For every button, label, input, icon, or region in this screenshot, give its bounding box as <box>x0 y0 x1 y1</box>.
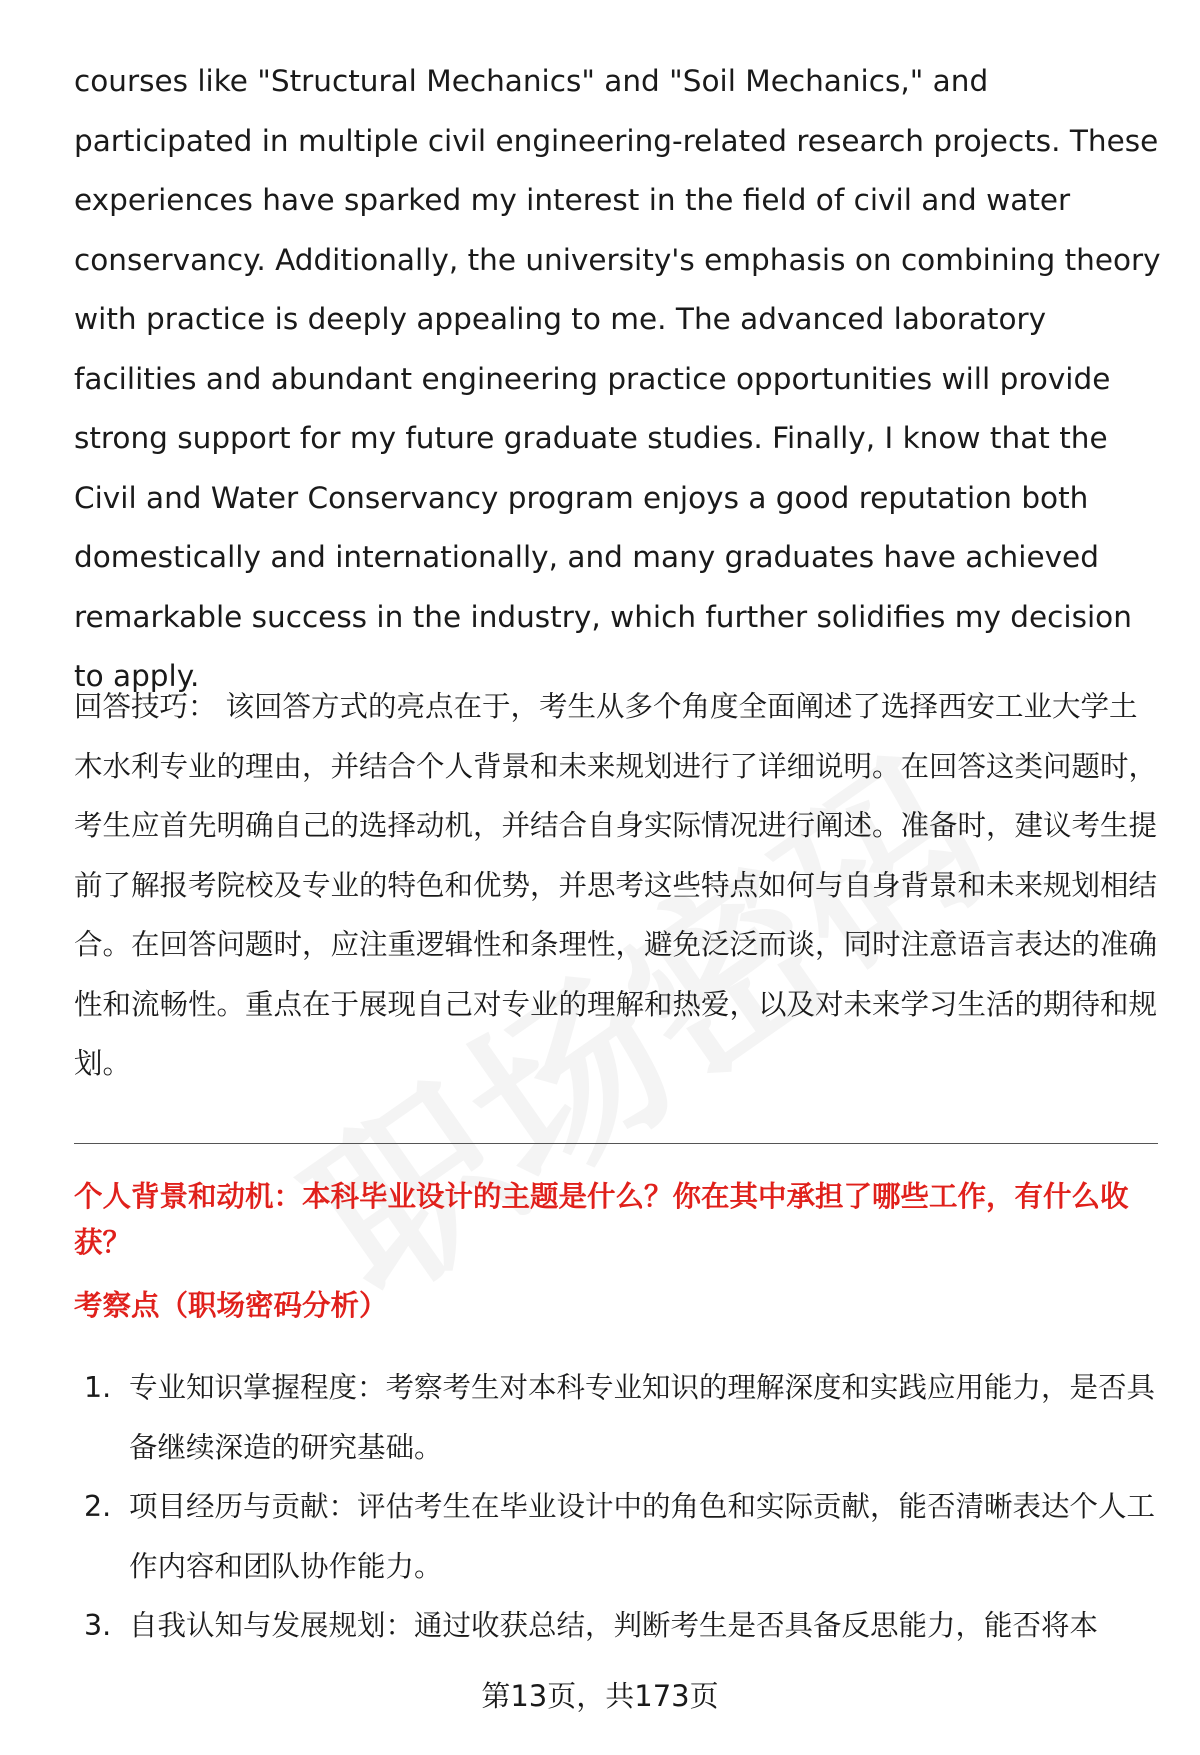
answer-tips-paragraph: 回答技巧： 该回答方式的亮点在于，考生从多个角度全面阐述了选择西安工业大学土木水利专业的理由，并结合个人背景和未来规划进行了详细说明。在回答这类问题时，考生应首先明确自己的选择动机，并结合自身实际情况进行阐述。准备时，建议考生提前了解报考院校及专业的特色和优势，并思考这些特点如何与自身背景和未来规划相结合。在回答问题时，应注重逻辑性和条理性，避免泛泛而谈，同时注意语言表达的准确性和流畅性。重点在于展现自己对专业的理解和热爱，以及对未来学习生活的期待和规划。 <box>74 690 1158 1080</box>
list-text: 项目经历与贡献：评估考生在毕业设计中的角色和实际贡献，能否清晰表达个人工作内容和团队协作能力。 <box>129 1490 1156 1583</box>
english-answer-paragraph: courses like "Structural Mechanics" and "Soil Mechanics," and participated in multiple civil engineering-related research projects. These experiences have sparked my interest in the field of civil and water conservancy. Additionally, the university's emphasis on combining theory with practice is deeply appealing to me. The advanced laboratory facilities and abundant engineering practice opportunities will provide strong support for my future graduate studies. Finally, I know that the Civil and Water Conservancy program enjoys a good reputation both domestically and internationally, and many graduates have achieved remarkable success in the industry, which further solidifies my decision to apply. <box>74 64 1161 693</box>
list-item <box>74 1477 1164 1596</box>
page-footer: 第13页，共173页 <box>481 1679 719 1713</box>
assessment-list <box>74 1358 1164 1656</box>
list-number: 3. <box>84 1609 112 1642</box>
list-number: 2. <box>84 1490 112 1523</box>
assessment-heading: 考察点（职场密码分析） <box>74 1289 388 1322</box>
question-title: 个人背景和动机：本科毕业设计的主题是什么？你在其中承担了哪些工作，有什么收获？ <box>74 1180 1129 1259</box>
list-text: 专业知识掌握程度：考察考生对本科专业知识的理解深度和实践应用能力，是否具备继续深造的研究基础。 <box>129 1371 1156 1464</box>
list-item <box>74 1596 1164 1656</box>
section-divider <box>74 1143 1158 1144</box>
list-item <box>74 1358 1164 1477</box>
list-text: 自我认知与发展规划：通过收获总结，判断考生是否具备反思能力，能否将本 <box>129 1609 1099 1642</box>
list-number: 1. <box>84 1371 112 1404</box>
